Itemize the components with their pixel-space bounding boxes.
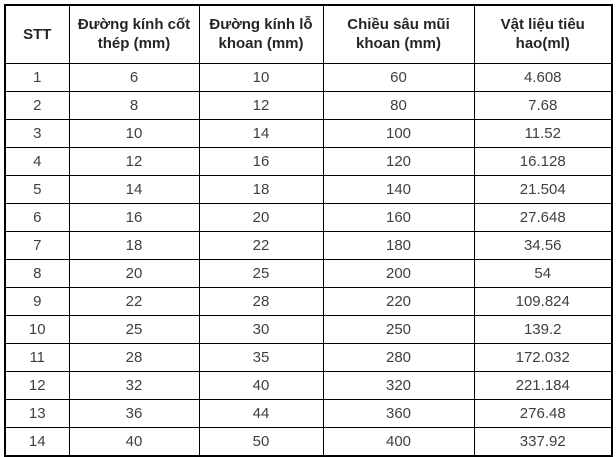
- table-cell: 200: [323, 259, 474, 287]
- table-cell: 14: [5, 427, 69, 456]
- table-cell: 8: [69, 91, 199, 119]
- table-cell: 28: [69, 343, 199, 371]
- drill-consumption-table: [4, 4, 613, 457]
- table-cell: 40: [199, 371, 323, 399]
- table-cell: 32: [69, 371, 199, 399]
- table-cell: 36: [69, 399, 199, 427]
- table-cell: 28: [199, 287, 323, 315]
- table-cell: 22: [69, 287, 199, 315]
- table-cell: 25: [69, 315, 199, 343]
- table-cell: 400: [323, 427, 474, 456]
- table-cell: 30: [199, 315, 323, 343]
- table-row: [5, 371, 612, 399]
- table-row: [5, 343, 612, 371]
- header-hole-diameter: Đường kính lỗ khoan (mm): [199, 5, 323, 63]
- header-stt: STT: [5, 5, 69, 63]
- table-row: [5, 203, 612, 231]
- table-cell: 4.608: [474, 63, 612, 91]
- table-cell: 220: [323, 287, 474, 315]
- table-row: [5, 91, 612, 119]
- table-cell: 20: [199, 203, 323, 231]
- table-body: [5, 63, 612, 456]
- table-cell: 21.504: [474, 175, 612, 203]
- table-cell: 7: [5, 231, 69, 259]
- table-cell: 6: [5, 203, 69, 231]
- table-row: [5, 399, 612, 427]
- table-cell: 180: [323, 231, 474, 259]
- table-cell: 12: [199, 91, 323, 119]
- table-cell: 60: [323, 63, 474, 91]
- table-cell: 9: [5, 287, 69, 315]
- table-cell: 7.68: [474, 91, 612, 119]
- header-drill-depth: Chiều sâu mũi khoan (mm): [323, 5, 474, 63]
- table-row: [5, 63, 612, 91]
- table-cell: 22: [199, 231, 323, 259]
- table-cell: 18: [69, 231, 199, 259]
- table-cell: 8: [5, 259, 69, 287]
- table-cell: 280: [323, 343, 474, 371]
- table-cell: 34.56: [474, 231, 612, 259]
- table-cell: 2: [5, 91, 69, 119]
- table-cell: 320: [323, 371, 474, 399]
- table-cell: 40: [69, 427, 199, 456]
- table-row: [5, 287, 612, 315]
- table-cell: 337.92: [474, 427, 612, 456]
- table-cell: 14: [199, 119, 323, 147]
- table-cell: 25: [199, 259, 323, 287]
- table-header: [5, 5, 612, 63]
- table-cell: 16: [69, 203, 199, 231]
- table-cell: 6: [69, 63, 199, 91]
- table-cell: 109.824: [474, 287, 612, 315]
- table-cell: 250: [323, 315, 474, 343]
- table-cell: 20: [69, 259, 199, 287]
- table-cell: 11: [5, 343, 69, 371]
- table-row: [5, 259, 612, 287]
- table-cell: 80: [323, 91, 474, 119]
- table-cell: 140: [323, 175, 474, 203]
- header-material-consumed: Vật liệu tiêu hao(ml): [474, 5, 612, 63]
- table-cell: 16: [199, 147, 323, 175]
- table-cell: 27.648: [474, 203, 612, 231]
- table-cell: 18: [199, 175, 323, 203]
- drill-consumption-table-container: [4, 4, 613, 457]
- table-cell: 139.2: [474, 315, 612, 343]
- table-cell: 11.52: [474, 119, 612, 147]
- table-cell: 44: [199, 399, 323, 427]
- table-row: [5, 231, 612, 259]
- table-row: [5, 119, 612, 147]
- table-cell: 50: [199, 427, 323, 456]
- table-cell: 172.032: [474, 343, 612, 371]
- table-row: [5, 175, 612, 203]
- table-cell: 3: [5, 119, 69, 147]
- table-row: [5, 315, 612, 343]
- table-cell: 10: [69, 119, 199, 147]
- table-row: [5, 147, 612, 175]
- table-cell: 10: [5, 315, 69, 343]
- table-cell: 360: [323, 399, 474, 427]
- table-cell: 100: [323, 119, 474, 147]
- table-cell: 4: [5, 147, 69, 175]
- table-cell: 13: [5, 399, 69, 427]
- table-row: [5, 427, 612, 456]
- table-cell: 12: [69, 147, 199, 175]
- table-cell: 120: [323, 147, 474, 175]
- table-cell: 1: [5, 63, 69, 91]
- table-cell: 160: [323, 203, 474, 231]
- table-cell: 276.48: [474, 399, 612, 427]
- header-rebar-diameter: Đường kính cốt thép (mm): [69, 5, 199, 63]
- table-cell: 221.184: [474, 371, 612, 399]
- table-cell: 16.128: [474, 147, 612, 175]
- table-cell: 5: [5, 175, 69, 203]
- table-header-row: [5, 5, 612, 63]
- table-cell: 10: [199, 63, 323, 91]
- table-cell: 54: [474, 259, 612, 287]
- table-cell: 12: [5, 371, 69, 399]
- table-cell: 35: [199, 343, 323, 371]
- table-cell: 14: [69, 175, 199, 203]
